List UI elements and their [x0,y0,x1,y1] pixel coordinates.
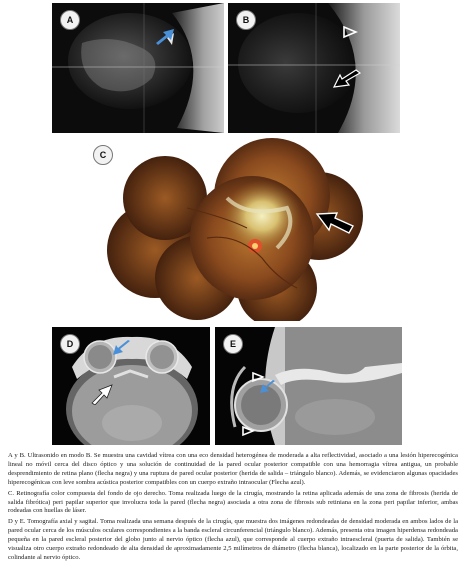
fundus-retinography-image-c [87,138,368,321]
figure-caption [8,452,458,565]
black-arrow-icon [315,206,355,236]
white-triangle-icon [241,425,255,437]
panel-label-b: B [236,10,256,30]
caption-paragraph-tomography: D y E. Tomografía axial y sagital. Toma realizada una semana después de la cirugía, que muestra dos imágenes redondeadas de densidad moderada en ambos lados de la pared ocular cerca de los músculos oculares correspondientes a la banda escleral circunferencial (triángulo blanco). Además, presenta otra imagen hiperdensa redondeada pequeña en la pared escleral posterior del globo junto al nervio óptico (flecha azul), que corresponde al cuerpo extraño intraescleral (puerta de salida). También se visualiza otro cuerpo extraño redondeado de alta densidad de aproximadamente 2,5 milímetros de diámetro (flecha blanca), localizado en la parte posterior de la órbita, colindante al nervio óptico. [8,518,458,561]
black-arrow-icon [332,69,362,91]
blue-arrow-icon [154,27,176,47]
panel-label-c: C [93,145,113,165]
blue-arrow-icon [259,379,277,395]
sagittal-ct-image-e [215,327,402,445]
ultrasound-image-a [52,3,224,133]
white-arrow-icon [90,383,114,405]
panel-label-d: D [60,334,80,354]
axial-ct-image-d [52,327,210,445]
ultrasound-image-b [228,3,400,133]
blue-arrow-icon [112,339,132,357]
white-triangle-icon [342,25,358,39]
panel-label-a: A [60,10,80,30]
caption-paragraph-ultrasound: A y B. Ultrasonido en modo B. Se muestra una cavidad vítrea con una eco densidad heterogénea de moderada a alta reflectividad, asociado a una lesión hiperecogénica lineal no móvil cerca del disco óptico y una solución de continuidad de la pared ocular posterior compatible con una hemorragia vítrea antigua, un probable desprendimiento de retina plano (flecha negra) y una ruptura de pared ocular posterior (herida de salida – triángulo blanco). Además, se evidenciaron algunas opacidades hiperecogénicas con leve sombra acústica posterior compatibles con un cuerpo extraño intraocular (Flecha azul). [8,452,458,486]
panel-label-e: E [223,334,243,354]
caption-paragraph-retinography: C. Retinografía color compuesta del fondo de ojo derecho. Toma realizada luego de la cirugía, mostrando la retina aplicada además de una zona de fibrosis (herida de salida fibrótica) peri papilar superior que involucra toda la pared (flecha negra) asociada a otra zona de fibrosis sub retiniana en la zona peri papilar inferior, ambas rodeadas con huellas de láser. [8,489,458,515]
